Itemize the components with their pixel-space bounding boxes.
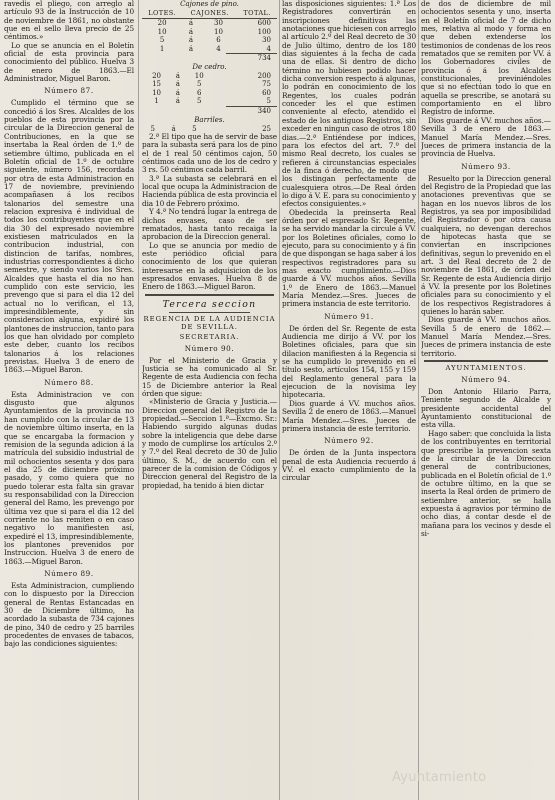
table-cell: 5: [150, 124, 155, 133]
column-rule: [418, 0, 419, 800]
table-heading: Cajones de pino.: [180, 0, 239, 8]
paragraph: las disposiciones siguientes: 1.ª Los Registradores convertirán en inscripciones definitivas las anotaciones que hiciesen con arreglo al artículo 2.º del Real decreto de 30 de Julio último, dentro de los 180 dias siguientes á la fecha de cada una de ellas. Si dentro de dicho término no hubiesen podido hacer dicha conversion respecto á algunas, lo podrán en conocimiento de los Regentes, los cuales podrán conceder les el que estimen conveniente al efecto, atendido el estado de los antiguos Registros, sin exceder en ningun caso de otros 180 dias.—2.ª Entiéndese por indices, para los efectos del art. 7.º del mismo Real decreto, los cuales se refieren á circunstancias especiales de la finca ó derecho, de modo que los distingan perfectamente de cualesquiera otros.—De Real órden lo digo á V. E. para su conocimiento y efectos consiguientes.»: [282, 0, 416, 209]
notice-number: Número 92.: [324, 436, 374, 446]
table-cell: 20: [152, 72, 161, 81]
notice-number: Número 91.: [324, 311, 374, 321]
paragraph: Lo que se anuncia por medio de este periódico oficial para conocimiento de los que quieran interesarse en la adquisicion de los espresados envases. Huelva 8 de Enero de 1863.—Miguel Baron.: [142, 240, 277, 292]
table-cell: 30: [262, 36, 271, 45]
paragraph: Por el Ministerio de Gracia y Justicia se ha comunicado al Sr. Regente de esta Audiencia con fecha 15 de Diciembre anterior la Real órden que sigue:: [142, 355, 277, 398]
paragraph: Dios guarde á VV. muchos años.—Sevilla 3 de enero de 1863.—Manuel María Mendez.—Sres. Jueces de primera instancia de la provincia de Huelva.: [421, 115, 551, 159]
column-4: [421, 0, 551, 800]
table-cell: 25: [262, 124, 271, 133]
table-row: [142, 97, 277, 105]
table-row: [142, 72, 277, 80]
paragraph: Hago saber: que concluida la lista de los contribuyentes en territorial que prescribe la prevencion sexta de la circular de la Direccion general de contribuciones, publicada en el Boletín oficial de 1.º de octubre último, en la que se inserta la Real órden de primero de setiembre anterior, se halla expuesta á agravios por término de ocho dias, á contar desde el de mañana para los vecinos y desde el si-: [421, 428, 551, 538]
table-row: [142, 45, 277, 53]
table-row: [142, 28, 277, 36]
table-cell: á: [175, 97, 180, 106]
table-cell: 4: [216, 44, 221, 53]
paragraph: Esta Administracion ve con disgusto que algunos Ayuntamientos de la provincia no han cumplido con la circular de 13 de noviembre último inserta, en la que se encargaba la formacion y remision de la segunda adicion á la matrícula del subsidio industrial de mil ochocientos sesenta y dos para el dia 25 de diciembre próximo pasado, y como quiera que no puedo tolerar esta falta sin gravar su responsabilidad con la Direccion general del Ramo, les prevengo por última vez que si para el dia 12 del corriente no las remiten o en caso negativo lo manifiesten así, expediré el 13, impresindiblemente, los plantones prevenidos por Instruccion. Huelva 3 de enero de 1863.—Miguel Baron.: [4, 389, 134, 566]
separator-rule: [145, 294, 275, 296]
table-cell: 5: [266, 97, 271, 106]
table-subheading: Barriles.: [194, 115, 225, 124]
table-header: CAJONES.: [182, 8, 237, 19]
table-row: [142, 19, 277, 28]
table-cell: 30: [214, 19, 223, 28]
notice-number: Número 88.: [44, 377, 94, 387]
paragraph: de dos de diciembre de mil ochocientos sesenta y uno, inserta en el Boletín oficial de 7 de dicho mes, relativa al modo y forma en que deben extenderse los testimonios de condenas de los reos rematados que se remiten por VV. á los Gobernadores civiles de provincia ó á los Alcaldes constitucionales, previniéndoles que si no efectúan todo lo que en aquella se prescribe, se anotará su comportamiento en el libro Registro de informe.: [421, 0, 551, 117]
table-cell: á: [175, 88, 180, 97]
paragraph: Dios guarde á VV. muchos años. Sevilla 5 de enero de 1862.—Manuel María Mendez.—Sres. Jueces de primera instancia de este territorio.: [421, 315, 551, 358]
table-cell: 20: [157, 19, 167, 28]
table-cell: 1: [154, 97, 159, 106]
table-cell: á: [188, 19, 194, 28]
table-cell: 10: [214, 27, 223, 36]
table-cell: 5: [197, 80, 202, 89]
table-cell: 600: [257, 19, 271, 28]
table-cell: 75: [262, 80, 271, 89]
notice-number: Número 90.: [184, 343, 235, 353]
paragraph: Obedecida la preinserta Real órden por el espresado Sr. Regente, se ha servido mandar la circule á VV. por los Boletines oficiales, como lo ejecuto, para su conocimiento y á fin de que dispongan se haga saber á los respectivos registradores para su mas exacto cumplimiento.—Dios guarde á VV. muchos años. Sevilla 1.º de Enero de 1863.—Manuel María Mendez.—Sres. Jueces de primera instancia de este territorio.: [282, 207, 416, 309]
table-cell: 6: [197, 88, 202, 97]
table-cell: 10: [157, 27, 167, 36]
section-title: Tercera seccion: [162, 298, 257, 310]
column-2: [142, 0, 277, 800]
notice-number: Número 93.: [461, 161, 511, 171]
section-heading: REGENCIA DE LA AUDIENCIA DE SEVILLA.: [143, 314, 276, 331]
table-cell: á: [175, 72, 180, 81]
column-1: [4, 0, 134, 800]
paragraph: Y 4.ª No tendrá lugar la entrega de dichos envases, caso de ser rematados, hasta tanto recaiga la aprobacion de la Direccion general.: [142, 207, 277, 242]
table-cell: 60: [262, 88, 271, 97]
table-cell: á: [188, 27, 194, 36]
separator-rule: [169, 312, 250, 313]
paragraph: De órden de la Junta inspectora penal de esta Audiencia recuerdo á VV. el exacto cumplimiento de la circular: [282, 448, 416, 483]
table-cell: 100: [257, 27, 271, 36]
table-row: [142, 80, 277, 88]
table-cell: 200: [257, 72, 271, 81]
table-cell: 5: [197, 97, 202, 106]
paragraph: Dios guarde á VV. muchos años. Sevilla 2 de enero de 1863.—Manuel María Mendez.—Sres. Jueces de primera instancia de este territorio.: [282, 398, 416, 433]
paragraph: Cumplido el término que se concedió á los Sres. Alcaldes de los pueblos de esta provincia por la circular de la Direccion general de Contribuciones, en la que se insertaba la Real órden de 1.º de setiembre último, publicada en el Boletín oficial de 1.º de octubre siguiente, número 156, recordada por otra de esta Administracion en 17 de noviembre, previniendo acompañasen á los recibos talonarios del semestre una relacion expresiva é individual de todos los contribuyentes que en el dia 30 del expresado noviembre existiesen matriculados en la contribucion industrial, con distincion de tarifas, nombres, industrias correspondientes á dicho semestre, y siendo varios los Sres. Alcaldes que hasta el dia no han cumplido con este servicio, les prevengo que si para el dia 12 del actual no lo verifican, el 13, impresindiblemente, y sin consideracion alguna, expidiré los plantones de instruccion, tanto para los que han olvidado por completo este deber, cuanto los recibos talonarios á los relaciones previstas. Huelva 3 de enero de 1863.—Miguel Baron.: [4, 98, 134, 375]
table-row: [142, 36, 277, 44]
table-cell: 5: [192, 124, 197, 133]
paragraph: 3.ª La subasta se celebrará en el local que ocupa la Administracion de Hacienda pública de esta provincia el dia 10 de Febrero próximo.: [142, 173, 277, 208]
table-header: LOTES.: [142, 8, 182, 19]
paragraph: Lo que se anuncia en el Boletín oficial de esta provincia para conocimiento del público. Huelva 3 de enero de 1863.—El Administrador, Miguel Baron.: [4, 40, 134, 84]
column-rule: [138, 0, 139, 800]
paragraph: ravedis el pliego, con arreglo al artículo 93 de la Instrucción de 10 de noviembre de 1861, no obstante que en el sello lleva precio de 25 céntimos.»: [4, 0, 134, 42]
table-cell: á: [188, 44, 194, 53]
table-cell: á: [188, 36, 194, 45]
table-cell: 10: [152, 88, 161, 97]
table-cell: á: [171, 124, 176, 133]
notice-number: Número 89.: [44, 569, 94, 578]
paragraph: De órden del Sr. Regente de esta Audiencia me dirijo á VV. por los Boletines oficiales, para que sin dilacion manifiesten á la Regencia si se ha cumplido lo prevenido en el título sesto, artículos 154, 155 y 159 del Reglamento general para la ejecucion de la novísima ley hipotecaria.: [282, 323, 416, 400]
paragraph: «Ministerio de Gracia y Justicia.—Direccion general del Registro de la propiedad.—Seccion 1.ª—Excmo. Sr.: Habiendo surgido algunas dudas sobre la inteligencia que debe darse y modo de cumplirse los artículos 2.º y 7.º del Real decreto de 30 de Julio último, S. M., de acuerdo con el parecer de la comision de Códigos y Direccion general del Registro de la propiedad, ha tenido á bien dictar: [142, 397, 277, 490]
paragraph: Resuelto por la Direccion general del Registro de la Propiedad que las anotaciones preventivas que se hagan en los nuevos libros de los Registros, ya sea por imposibilidad del Registrador ó por otra causa cualquiera, no devengan derechos de hipotecas hasta que se conviertan en inscripciones definitivas, segun lo prevenido en el art. 3 del Real decreto de 2 de noviembre de 1861, de órden del Sr. Regente de esta Audiencia dirijo á VV. la presente por los Boletines oficiales para su conocimiento y el de los respectivos Registradores á quienes lo harán saber.: [421, 173, 551, 317]
table-cell: 4: [266, 44, 271, 53]
watermark-text: Ayuntamiento: [392, 770, 487, 785]
table-row: [142, 89, 277, 97]
paragraph: Don Antonio Hilario Parra, Teniente segundo de Alcalde y presidente accidental del Ayuntamiento constitucional de esta villa.: [421, 387, 551, 430]
table-total: 734: [226, 53, 277, 63]
table-cell: 5: [159, 36, 165, 45]
table-subheading: De cedro.: [192, 63, 227, 72]
paragraph: Esta Administracion, cumpliendo con lo dispuesto por la Direccion general de Rentas Estancadas en 30 de Diciembre último, ha acordado la subasta de 734 cajones de pino, 340 de cedro y 25 barriles procedentes de envases de tabacos, bajo las condiciones siguientes:: [4, 581, 134, 649]
table-total: 340: [226, 106, 277, 116]
table-cell: 15: [152, 80, 161, 89]
paragraph: 2.ª El tipo que ha de servir de base para la subasta será para los de pino el de 1 real 50 céntimos cajon, 50 céntimos cada uno de los de cedro y 3 rs. 50 céntimos cada barril.: [142, 132, 277, 175]
separator-rule: [424, 360, 549, 362]
section-heading: SECRETARIA.: [179, 332, 240, 341]
lots-table: [142, 72, 277, 106]
lots-table: [142, 8, 277, 53]
table-cell: á: [175, 80, 180, 89]
notice-number: Número 94.: [461, 375, 511, 385]
notice-number: Número 87.: [44, 86, 94, 96]
table-cell: 1: [159, 44, 165, 53]
table-cell: 10: [194, 72, 204, 81]
column-3: [282, 0, 416, 800]
column-rule: [279, 0, 280, 800]
section-heading: AYUNTAMIENTOS.: [445, 364, 527, 373]
table-cell: 6: [216, 36, 221, 45]
table-header: TOTAL.: [237, 8, 277, 19]
